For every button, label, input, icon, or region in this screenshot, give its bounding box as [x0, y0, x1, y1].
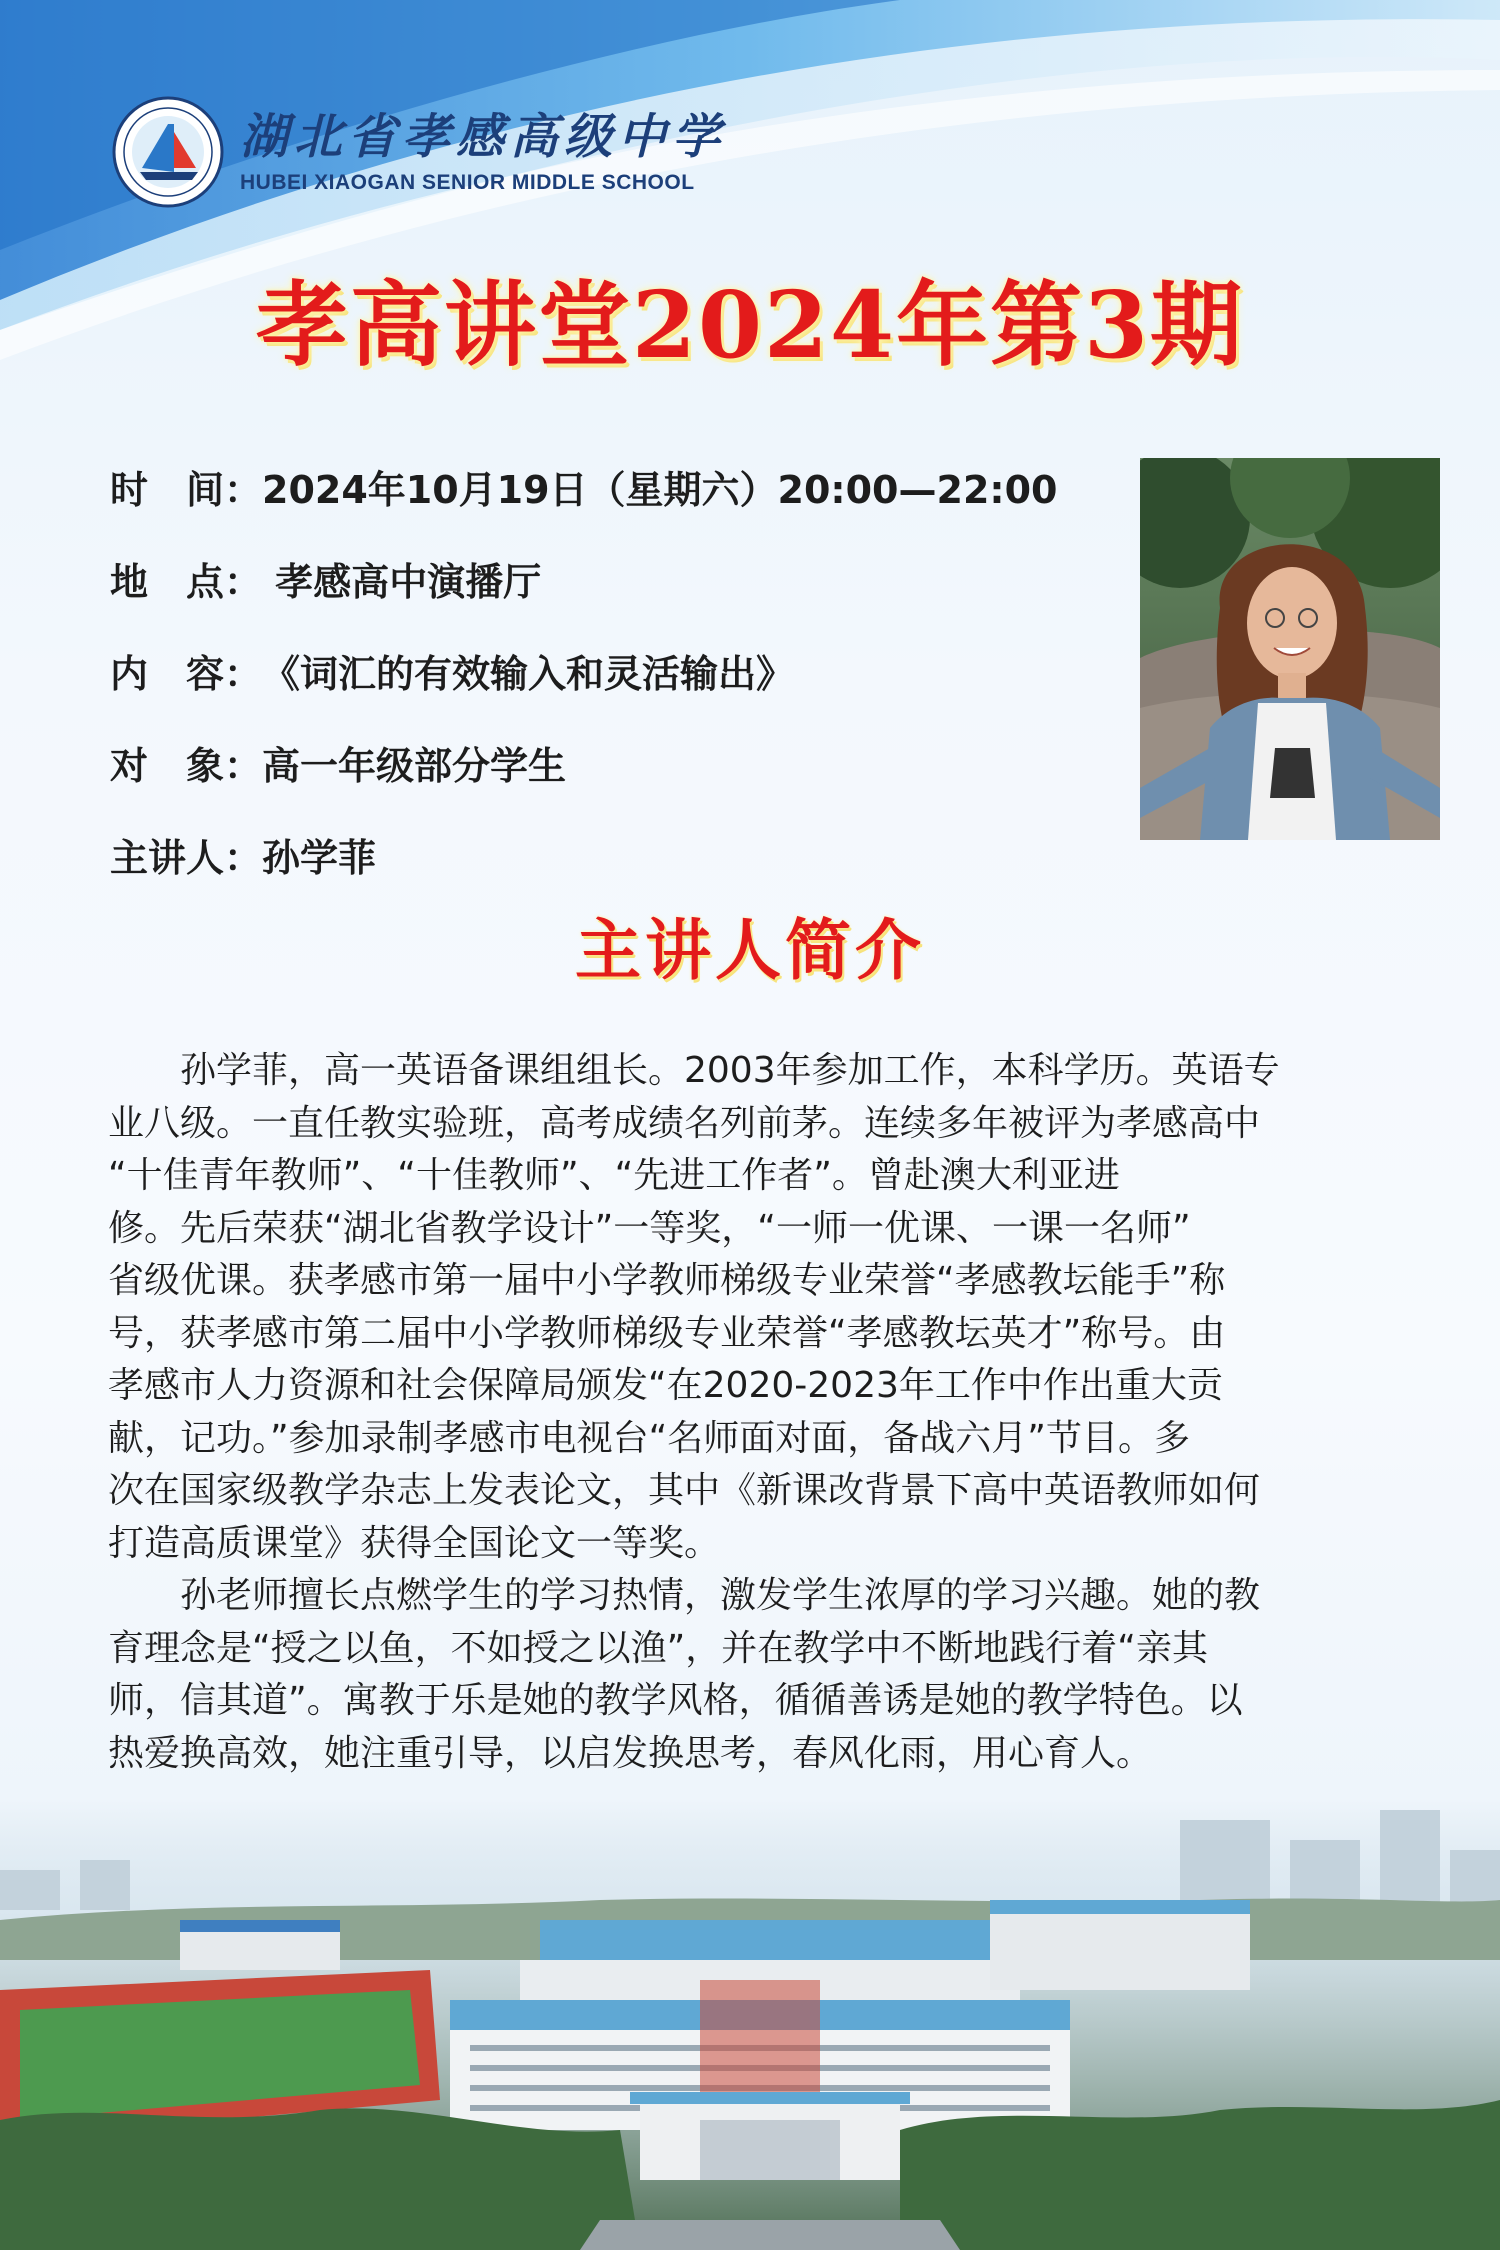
- bio-line: 孙学菲，高一英语备课组组长。2003年参加工作，本科学历。英语专: [108, 1050, 1280, 1091]
- info-row-audience: [110, 716, 1130, 808]
- speaker-intro-title: 主讲人简介: [575, 911, 925, 989]
- info-label: 时 间：: [110, 467, 263, 512]
- bio-line: 省级优课。获孝感市第一届中小学教师梯级专业荣誉“孝感教坛能手”称: [108, 1260, 1226, 1301]
- bio-line: 孝感市人力资源和社会保障局颁发“在2020-2023年工作中作出重大贡: [108, 1365, 1223, 1406]
- info-row-content: [110, 624, 1130, 716]
- campus-aerial-image: [0, 1800, 1500, 2250]
- school-emblem-icon: [112, 96, 224, 208]
- bio-line: 孙老师擅长点燃学生的学习热情，激发学生浓厚的学习兴趣。她的教: [108, 1575, 1261, 1616]
- bio-line: “十佳青年教师”、“十佳教师”、“先进工作者”。曾赴澳大利亚进: [108, 1155, 1120, 1196]
- info-label: 主讲人：: [110, 835, 263, 880]
- info-label: 地 点：: [110, 559, 263, 604]
- school-name-cn: 湖北省孝感高级中学: [240, 109, 727, 165]
- info-value: 2024年10月19日（星期六）20:00—22:00: [262, 467, 1058, 512]
- bio-line: 热爱换高效，她注重引导，以启发换思考，春风化雨，用心育人。: [108, 1732, 1153, 1774]
- info-value: 孙学菲: [262, 835, 377, 880]
- header-swoosh-decoration: [0, 0, 1500, 470]
- bio-line: 献，记功。”参加录制孝感市电视台“名师面对面，备战六月”节目。多: [108, 1417, 1190, 1459]
- bio-line: 师，信其道”。寓教于乐是她的教学风格，循循善诱是她的教学特色。以: [108, 1680, 1243, 1721]
- bio-line: 号，获孝感市第二届中小学教师梯级专业荣誉“孝感教坛英才”称号。由: [108, 1312, 1226, 1354]
- info-row-speaker: [110, 808, 1130, 900]
- info-row-place: [110, 532, 1130, 624]
- school-name-en: HUBEI XIAOGAN SENIOR MIDDLE SCHOOL: [240, 171, 695, 194]
- info-value: 《词汇的有效输入和灵活输出》: [262, 651, 795, 696]
- school-logo-block: [112, 96, 726, 208]
- speaker-photo: [1140, 458, 1440, 840]
- bio-line: 业八级。一直任教实验班，高考成绩名列前茅。连续多年被评为孝感高中: [108, 1102, 1261, 1144]
- speaker-bio: [108, 1045, 1408, 1780]
- info-label: 对 象：: [110, 743, 263, 788]
- info-value: 孝感高中演播厅: [262, 559, 542, 604]
- bio-line: 修。先后荣获“湖北省教学设计”一等奖，“一师一优课、一课一名师”: [108, 1207, 1191, 1249]
- info-label: 内 容：: [110, 651, 263, 696]
- info-row-time: [110, 440, 1130, 532]
- info-value: 高一年级部分学生: [262, 743, 567, 788]
- bio-line: 次在国家级教学杂志上发表论文，其中《新课改背景下高中英语教师如何: [108, 1470, 1261, 1511]
- poster-title: 孝高讲堂2024年第3期: [255, 271, 1245, 379]
- bio-line: 育理念是“授之以鱼，不如授之以渔”，并在教学中不断地践行着“亲其: [108, 1627, 1208, 1669]
- event-info-list: [110, 440, 1130, 900]
- bio-line: 打造高质课堂》获得全国论文一等奖。: [108, 1522, 721, 1564]
